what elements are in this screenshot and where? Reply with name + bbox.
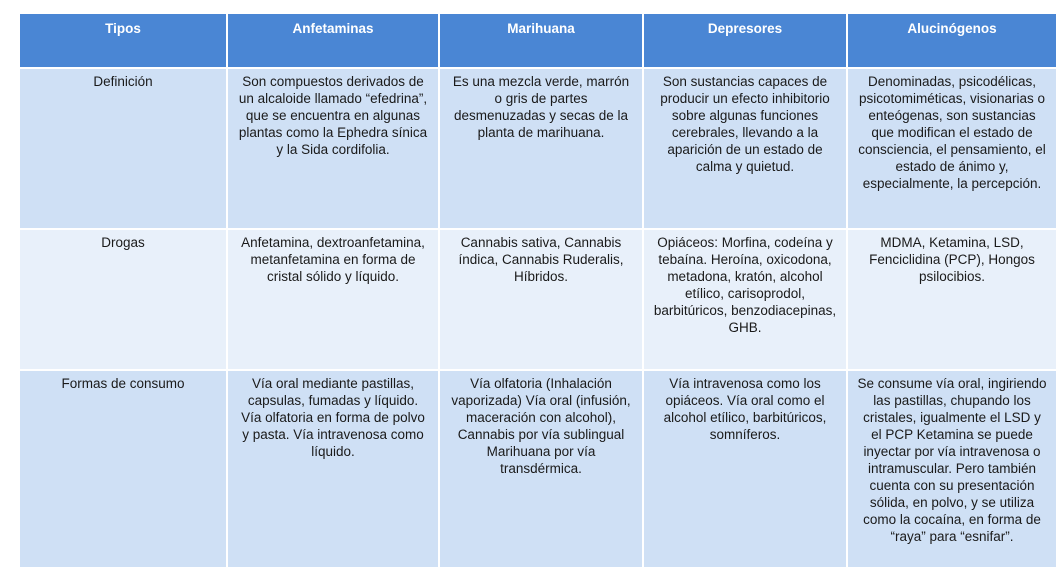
drug-comparison-table: [18, 12, 1058, 569]
table-row-formas-de-consumo: [20, 371, 1056, 567]
table-cell: Son sustancias capaces de producir un efecto inhibitorio sobre algunas funciones cerebrales, llevando a la aparición de un estado de calma y quietud.: [644, 69, 846, 228]
header-alucinogenos: Alucinógenos: [848, 14, 1056, 67]
header-marihuana: Marihuana: [440, 14, 642, 67]
table-cell: Es una mezcla verde, marrón o gris de partes desmenuzadas y secas de la planta de marihuana.: [440, 69, 642, 228]
table-cell: Anfetamina, dextroanfetamina, metanfetamina en forma de cristal sólido y líquido.: [228, 230, 438, 369]
row-label: Definición: [20, 69, 226, 228]
table-cell: Denominadas, psicodélicas, psicotomiméticas, visionarias o enteógenas, son sustancias que modifican el estado de consciencia, el pensamiento, el estado de ánimo y, especialmente, la percepción.: [848, 69, 1056, 228]
table-cell: Vía intravenosa como los opiáceos. Vía oral como el alcohol etílico, barbitúricos, somníferos.: [644, 371, 846, 567]
table-cell: Son compuestos derivados de un alcaloide llamado “efedrina”, que se encuentra en algunas plantas como la Ephedra sínica y la Sida cordifolia.: [228, 69, 438, 228]
table-cell: Cannabis sativa, Cannabis índica, Cannabis Ruderalis, Híbridos.: [440, 230, 642, 369]
header-depresores: Depresores: [644, 14, 846, 67]
row-label: Formas de consumo: [20, 371, 226, 567]
table-cell: Vía olfatoria (Inhalación vaporizada) Vía oral (infusión, maceración con alcohol), Cannabis por vía sublingual Marihuana por vía transdérmica.: [440, 371, 642, 567]
table-cell: Se consume vía oral, ingiriendo las pastillas, chupando los cristales, igualmente el LSD y el PCP Ketamina se puede inyectar por vía intravenosa o intramuscular. Pero también cuenta con su presentación sólida, en polvo, y se utiliza como la cocaína, en forma de “raya” para “esnifar”.: [848, 371, 1056, 567]
table-cell: Opiáceos: Morfina, codeína y tebaína. Heroína, oxicodona, metadona, kratón, alcohol etílico, carisoprodol, barbitúricos, benzodiacepinas, GHB.: [644, 230, 846, 369]
header-tipos: Tipos: [20, 14, 226, 67]
header-row: [20, 14, 1056, 67]
header-anfetaminas: Anfetaminas: [228, 14, 438, 67]
row-label: Drogas: [20, 230, 226, 369]
table-cell: MDMA, Ketamina, LSD, Fenciclidina (PCP), Hongos psilocibios.: [848, 230, 1056, 369]
table-row-definicion: [20, 69, 1056, 228]
table-cell: Vía oral mediante pastillas, capsulas, fumadas y líquido. Vía olfatoria en forma de polvo y pasta. Vía intravenosa como líquido.: [228, 371, 438, 567]
table-row-drogas: [20, 230, 1056, 369]
